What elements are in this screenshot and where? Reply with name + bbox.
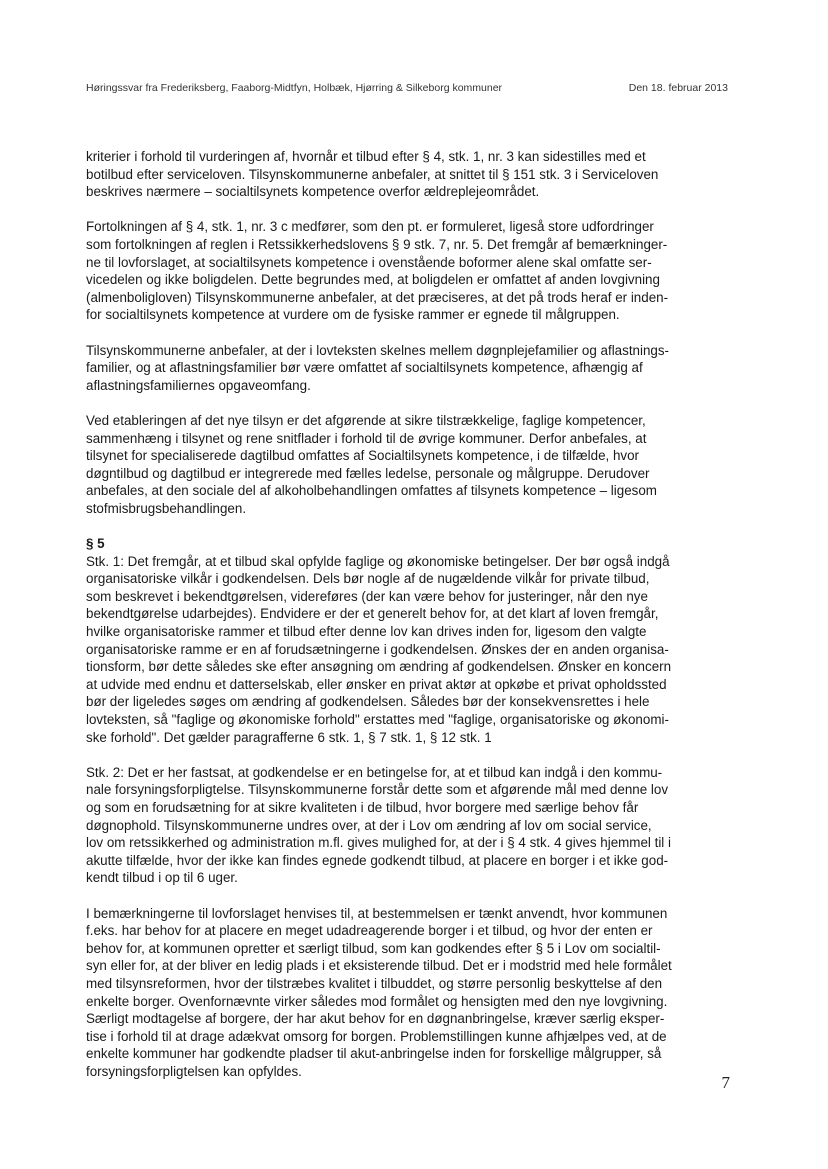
header-date: Den 18. februar 2013 — [628, 82, 728, 94]
section-heading: § 5 — [86, 536, 105, 552]
text-line: at udvide med endnu et datterselskab, eller ønsker en privat aktør at opkøbe et privat opholdssted — [86, 676, 667, 692]
page-number: 7 — [721, 1073, 730, 1092]
text-line: som fortolkningen af reglen i Retssikkerhedslovens § 9 stk. 7, nr. 5. Det fremgår af bemærkninger- — [86, 236, 668, 252]
text-line: med tilsynsreformen, hvor der tilstræbes kvalitet i tilbuddet, og større personlig beskyttelse af den — [86, 975, 663, 991]
text-line: kendt tilbud i op til 6 uger. — [86, 870, 238, 886]
text-line: behov for, at kommunen opretter et særligt tilbud, som kan godkendes efter § 5 i Lov om socialtil- — [86, 940, 661, 956]
text-line: syn eller for, at der bliver en ledig plads i et eksisterende tilbud. Det er i modstrid med hele formålet — [86, 958, 672, 974]
text-line: Stk. 1: Det fremgår, at et tilbud skal opfylde faglige og økonomiske betingelser. Der bør også indgå — [86, 553, 670, 569]
text-line: beskrives nærmere – socialtilsynets kompetence overfor ældreplejeområdet. — [86, 184, 540, 200]
text-line: tilsynet for specialiserede dagtilbud omfattes af Socialtilsynets kompetence, i de tilfælde, hvor — [86, 448, 640, 464]
text-line: som beskrevet i bekendtgørelsen, videreføres (der kan være behov for justeringer, når den nye — [86, 588, 648, 604]
paragraph — [86, 218, 746, 324]
text-line: Fortolkningen af § 4, stk. 1, nr. 3 c medfører, som den pt. er formuleret, ligeså store udfordringer — [86, 219, 654, 235]
text-line: stofmisbrugsbehandlingen. — [86, 500, 247, 516]
text-line: ne til lovforslaget, at socialtilsynets kompetence i ovenstående boformer alene skal omfatte ser- — [86, 254, 652, 270]
text-line: tionsform, bør dette således ske efter ansøgning om ændring af godkendelsen. Ønsker en koncern — [86, 659, 672, 675]
page-header — [86, 82, 728, 94]
text-line: kriterier i forhold til vurderingen af, hvornår et tilbud efter § 4, stk. 1, nr. 3 kan sidestilles med et — [86, 149, 646, 164]
text-line: f.eks. har behov for at placere en meget udadreagerende borger i et tilbud, og hvor der enten er — [86, 923, 653, 939]
text-line: (almenboligloven) Tilsynskommunerne anbefaler, at det præciseres, at det på trods heraf er inden- — [86, 289, 669, 305]
text-line: I bemærkningerne til lovforslaget henvises til, at bestemmelsen er tænkt anvendt, hvor kommunen — [86, 905, 668, 921]
text-line: botilbud efter serviceloven. Tilsynskommunerne anbefaler, at snittet til § 151 stk. 3 i Serviceloven — [86, 166, 659, 182]
text-line: tise i forhold til at drage adækvat omsorg for borgen. Problemstillingen kunne afhjælpes ved, at de — [86, 1028, 667, 1044]
text-line: organisatoriske vilkår i godkendelsen. Dels bør nogle af de nugældende vilkår for private tilbud, — [86, 571, 650, 587]
text-line: akutte tilfælde, hvor der ikke kan findes egnede godkendt tilbud, at placere en borger i et ikke god- — [86, 852, 669, 868]
text-line: hvilke organisatoriske rammer et tilbud efter denne lov kan drives inden for, ligesom den valgte — [86, 624, 647, 640]
text-line: lov om retssikkerhed og administration m.fl. gives mulighed for, at der i § 4 stk. 4 gives hjemmel til i — [86, 835, 671, 851]
paragraph — [86, 148, 746, 201]
paragraph — [86, 412, 746, 518]
text-line: Tilsynskommunerne anbefaler, at der i lovteksten skelnes mellem døgnplejefamilier og aflastnings- — [86, 342, 670, 358]
text-line: organisatoriske ramme er en af forudsætningerne i godkendelsen. Ønskes der en anden organisa- — [86, 641, 669, 657]
text-line: Særligt modtagelse af borgere, der har akut behov for en døgnanbringelse, kræver særlig eksper- — [86, 1011, 665, 1027]
text-line: og som en forudsætning for at sikre kvaliteten i de tilbud, hvor borgere med særlige behov får — [86, 799, 639, 815]
text-line: vicedelen og ikke boligdelen. Dette begrundes med, at boligdelen er omfattet af anden lovgivning — [86, 272, 660, 288]
paragraph — [86, 764, 746, 887]
header-title: Høringssvar fra Frederiksberg, Faaborg-Midtfyn, Holbæk, Hjørring & Silkeborg kommuner — [86, 82, 503, 94]
text-line: aflastningsfamiliernes opgaveomfang. — [86, 377, 311, 393]
paragraph — [86, 905, 746, 1081]
text-line: døgnophold. Tilsynskommunerne undres over, at der i Lov om ændring af lov om social service, — [86, 817, 652, 833]
text-line: døgntilbud og dagtilbud er integrerede med fælles ledelse, personale og målgruppe. Derudover — [86, 465, 650, 481]
text-line: bør der ligeledes søges om ændring af godkendelsen. Således bør der konsekvensrettes i hele — [86, 694, 650, 710]
body-text — [86, 148, 746, 1098]
text-line: forsyningsforpligtelsen kan opfyldes. — [86, 1063, 302, 1079]
text-line: lovteksten, så "faglige og økonomiske forhold" erstattes med "faglige, organisatoriske og økonomi- — [86, 712, 669, 727]
text-line: enkelte borger. Ovenfornævnte virker således mod formålet og hensigten med den nye lovgivning. — [86, 993, 668, 1009]
text-line: sammenhæng i tilsynet og rene snitflader i forhold til de øvrige kommuner. Derfor anbefales, at — [86, 430, 647, 446]
text-line: anbefales, at den sociale del af alkoholbehandlingen omfattes af tilsynets kompetence – ligesom — [86, 483, 657, 499]
text-line: Ved etableringen af det nye tilsyn er det afgørende at sikre tilstrækkelige, faglige kompetencer, — [86, 412, 646, 428]
text-line: nale forsyningsforpligtelse. Tilsynskommunerne forstår dette som et afgørende mål med denne lov — [86, 782, 669, 798]
paragraph — [86, 342, 746, 395]
paragraph — [86, 553, 746, 747]
text-line: for socialtilsynets kompetence at vurdere om de fysiske rammer er egnede til målgruppen. — [86, 307, 620, 323]
text-line: ske forhold". Det gælder paragrafferne 6 stk. 1, § 7 stk. 1, § 12 stk. 1 — [86, 729, 492, 745]
text-line: bekendtgørelse udarbejdes). Endvidere er der et generelt behov for, at det klart af loven fremgår, — [86, 606, 659, 622]
text-line: Stk. 2: Det er her fastsat, at godkendelse er en betingelse for, at et tilbud kan indgå i den kommu- — [86, 764, 663, 780]
text-line: familier, og at aflastningsfamilier bør være omfattet af socialtilsynets kompetence, afhængig af — [86, 360, 643, 376]
text-line: enkelte kommuner har godkendte pladser til akut-anbringelse inden for forskellige målgrupper, så — [86, 1046, 662, 1062]
